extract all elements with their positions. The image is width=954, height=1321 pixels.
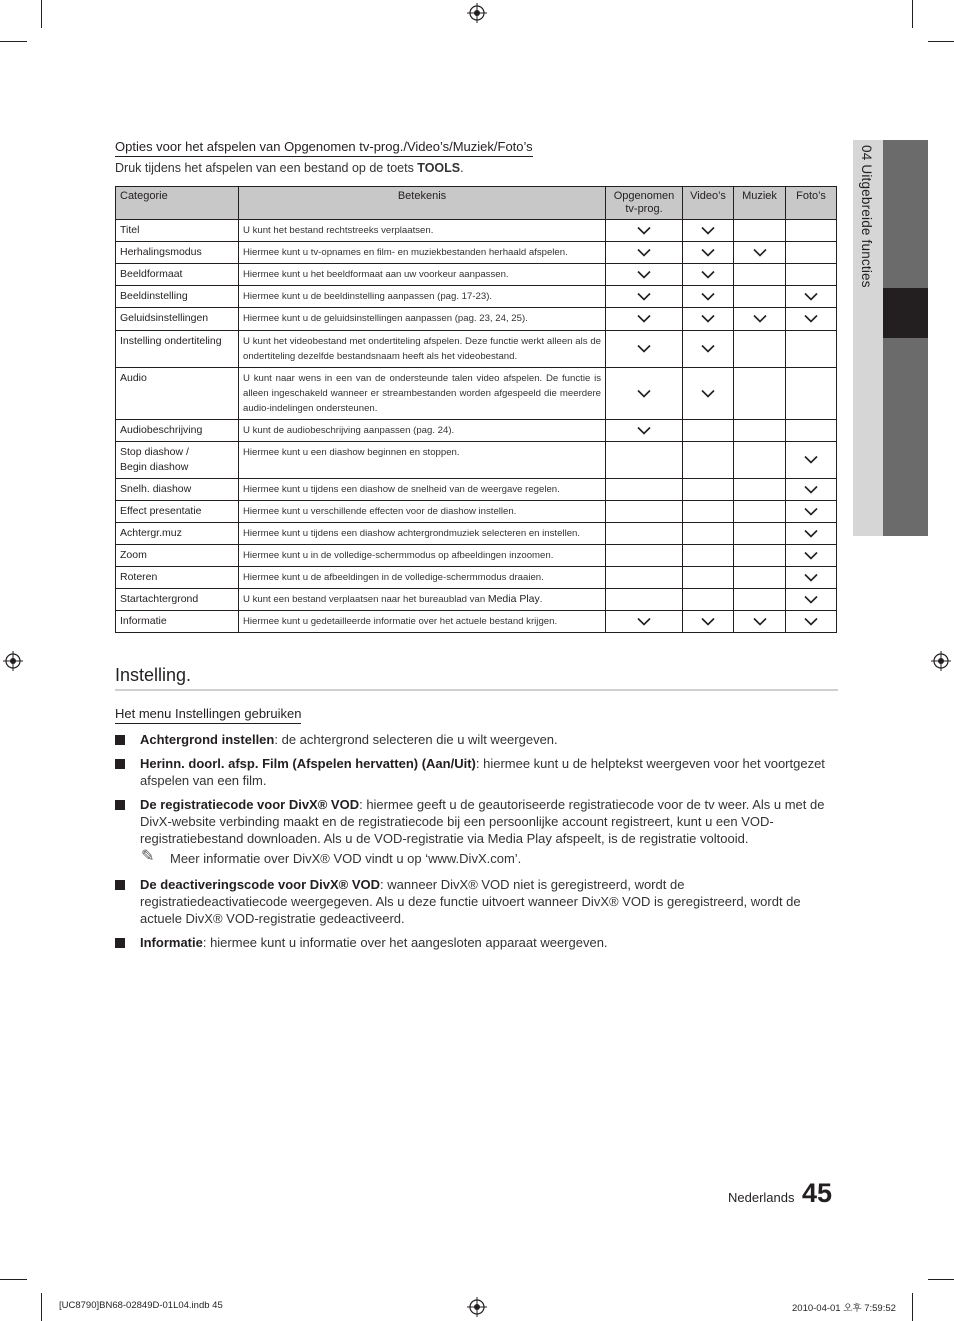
support-cell (683, 501, 734, 523)
support-cell (786, 479, 837, 501)
support-cell (683, 368, 734, 420)
check-icon (804, 529, 818, 538)
list-item: Herinn. doorl. afsp. Film (Afspelen hervatten) (Aan/Uit): hiermee kunt u de helptekst weergeven voor het voortgezet afspelen van een film. (115, 755, 835, 789)
check-icon (701, 270, 715, 279)
heading-divider (115, 689, 838, 691)
check-icon (701, 389, 715, 398)
pencil-note-icon: ✎ (141, 848, 155, 865)
support-cell (786, 501, 837, 523)
support-cell (683, 611, 734, 633)
table-row (116, 264, 837, 286)
support-cell (683, 242, 734, 264)
support-cell (606, 523, 683, 545)
table-row (116, 220, 837, 242)
settings-list (115, 731, 835, 958)
table-row (116, 479, 837, 501)
bullet-square-icon (115, 735, 125, 745)
support-cell (786, 442, 837, 479)
table-row (116, 368, 837, 420)
support-cell (606, 545, 683, 567)
support-cell (683, 567, 734, 589)
registration-mark-icon (931, 651, 951, 671)
support-cell (786, 286, 837, 308)
header-photos: Foto’s (786, 187, 837, 220)
category-cell: Snelh. diashow (116, 479, 239, 501)
support-cell (786, 523, 837, 545)
table-header-row (116, 187, 837, 220)
support-cell (734, 331, 786, 368)
support-cell (606, 264, 683, 286)
description-cell: Hiermee kunt u verschillende effecten voor de diashow instellen. (239, 501, 606, 523)
table-row (116, 442, 837, 479)
check-icon (637, 226, 651, 235)
support-cell (683, 286, 734, 308)
registration-mark-icon (467, 3, 487, 23)
check-icon (804, 573, 818, 582)
support-cell (786, 220, 837, 242)
category-cell: Startachtergrond (116, 589, 239, 611)
support-cell (734, 286, 786, 308)
category-cell: Achtergr.muz (116, 523, 239, 545)
description-cell: U kunt een bestand verplaatsen naar het bureaublad van Media Play. (239, 589, 606, 611)
description-cell: Hiermee kunt u de geluidsinstellingen aanpassen (pag. 23, 24, 25). (239, 308, 606, 331)
support-cell (683, 589, 734, 611)
support-cell (734, 523, 786, 545)
table-row (116, 523, 837, 545)
table-row (116, 611, 837, 633)
support-cell (734, 611, 786, 633)
crop-mark (912, 1293, 913, 1321)
category-cell: Titel (116, 220, 239, 242)
description-cell: U kunt het videobestand met ondertiteling afspelen. Deze functie werkt alleen als de ondertiteling dezelfde bestandsnaam heeft als het videobestand. (239, 331, 606, 368)
category-cell: Audiobeschrijving (116, 420, 239, 442)
crop-mark (0, 1279, 27, 1280)
note: ✎ Meer informatie over DivX® VOD vindt u op ‘www.DivX.com’. (141, 848, 522, 866)
table-row (116, 308, 837, 331)
support-cell (683, 442, 734, 479)
support-cell (734, 479, 786, 501)
check-icon (701, 314, 715, 323)
category-cell: Instelling ondertiteling (116, 331, 239, 368)
support-cell (786, 611, 837, 633)
check-icon (637, 314, 651, 323)
table-row (116, 286, 837, 308)
chapter-tab-dark (883, 140, 928, 288)
description-cell: Hiermee kunt u de beeldinstelling aanpassen (pag. 17-23). (239, 286, 606, 308)
bullet-square-icon (115, 759, 125, 769)
table-row (116, 567, 837, 589)
category-cell: Geluidsinstellingen (116, 308, 239, 331)
category-cell: Stop diashow / Begin diashow (116, 442, 239, 479)
support-cell (734, 442, 786, 479)
description-cell: Hiermee kunt u gedetailleerde informatie over het actuele bestand krijgen. (239, 611, 606, 633)
options-table (115, 186, 837, 633)
check-icon (804, 551, 818, 560)
description-cell: U kunt naar wens in een van de ondersteunde talen video afspelen. De functie is alleen ingeschakeld wanneer er streambestanden worden afgespeeld die meerdere audio-indelingen ondersteunen. (239, 368, 606, 420)
crop-mark (41, 0, 42, 28)
print-file-info: [UC8790]BN68-02849D-01L04.indb 45 (59, 1300, 223, 1311)
support-cell (606, 479, 683, 501)
crop-mark (912, 0, 913, 28)
support-cell (606, 567, 683, 589)
description-cell: Hiermee kunt u het beeldformaat aan uw voorkeur aanpassen. (239, 264, 606, 286)
bullet-square-icon (115, 938, 125, 948)
support-cell (734, 368, 786, 420)
settings-heading: Instelling. (115, 665, 192, 685)
header-videos: Video’s (683, 187, 734, 220)
support-cell (606, 420, 683, 442)
support-cell (683, 331, 734, 368)
support-cell (606, 589, 683, 611)
support-cell (683, 479, 734, 501)
table-row (116, 545, 837, 567)
check-icon (637, 292, 651, 301)
table-row (116, 589, 837, 611)
support-cell (606, 220, 683, 242)
crop-mark (0, 41, 27, 42)
description-cell: U kunt het bestand rechtstreeks verplaatsen. (239, 220, 606, 242)
section-title: Opties voor het afspelen van Opgenomen tv-prog./Video’s/Muziek/Foto’s (115, 139, 533, 157)
category-cell: Zoom (116, 545, 239, 567)
description-cell: Hiermee kunt u de afbeeldingen in de volledige-schermmodus draaien. (239, 567, 606, 589)
support-cell (683, 545, 734, 567)
support-cell (606, 286, 683, 308)
support-cell (786, 589, 837, 611)
support-cell (734, 567, 786, 589)
check-icon (701, 226, 715, 235)
bullet-square-icon (115, 880, 125, 890)
list-item: De registratiecode voor DivX® VOD: hiermee geeft u de geautoriseerde registratiecode voor de tv weer. Als u met de DivX-website verbinding maakt en de registratiecode bij een persoonlijke account registreert, kunt u een VOD-registratiebestand downloaden. Als u de VOD-registratie via Media Play afspeelt, is de registratie voltooid. (115, 796, 835, 847)
check-icon (804, 455, 818, 464)
print-timestamp: 2010-04-01 오후 7:59:52 (792, 1303, 896, 1314)
support-cell (786, 308, 837, 331)
support-cell (734, 545, 786, 567)
check-icon (804, 595, 818, 604)
support-cell (734, 308, 786, 331)
description-cell: U kunt de audiobeschrijving aanpassen (pag. 24). (239, 420, 606, 442)
support-cell (683, 420, 734, 442)
check-icon (804, 507, 818, 516)
chapter-tab-marker (883, 288, 928, 338)
page-number: 45 (802, 1178, 833, 1208)
category-cell: Roteren (116, 567, 239, 589)
check-icon (804, 485, 818, 494)
support-cell (734, 242, 786, 264)
check-icon (701, 292, 715, 301)
list-item: Informatie: hiermee kunt u informatie over het aangesloten apparaat weergeven. (115, 934, 835, 951)
support-cell (786, 242, 837, 264)
support-cell (683, 523, 734, 545)
settings-subheading: Het menu Instellingen gebruiken (115, 706, 301, 724)
language-label: Nederlands (728, 1190, 795, 1205)
support-cell (606, 501, 683, 523)
header-music: Muziek (734, 187, 786, 220)
support-cell (606, 368, 683, 420)
support-cell (606, 442, 683, 479)
support-cell (786, 368, 837, 420)
bullet-square-icon (115, 800, 125, 810)
support-cell (734, 264, 786, 286)
intro-text: Druk tijdens het afspelen van een bestand op de toets TOOLS. (115, 161, 464, 175)
support-cell (786, 545, 837, 567)
description-cell: Hiermee kunt u in de volledige-schermmodus op afbeeldingen inzoomen. (239, 545, 606, 567)
support-cell (734, 420, 786, 442)
check-icon (637, 617, 651, 626)
check-icon (701, 248, 715, 257)
list-item: Achtergrond instellen: de achtergrond selecteren die u wilt weergeven. (115, 731, 835, 748)
category-cell: Informatie (116, 611, 239, 633)
check-icon (701, 344, 715, 353)
table-row (116, 331, 837, 368)
support-cell (683, 220, 734, 242)
support-cell (606, 331, 683, 368)
check-icon (753, 314, 767, 323)
header-recorded-tv: Opgenomen tv-prog. (606, 187, 683, 220)
support-cell (786, 420, 837, 442)
tools-key: TOOLS (417, 161, 461, 175)
support-cell (734, 220, 786, 242)
description-cell: Hiermee kunt u een diashow beginnen en stoppen. (239, 442, 606, 479)
chapter-tab-label: 04 Uitgebreide functies (859, 145, 874, 288)
support-cell (606, 308, 683, 331)
header-meaning: Betekenis (239, 187, 606, 220)
check-icon (701, 617, 715, 626)
header-category: Categorie (116, 187, 239, 220)
registration-mark-icon (3, 651, 23, 671)
category-cell: Audio (116, 368, 239, 420)
table-row (116, 242, 837, 264)
support-cell (786, 567, 837, 589)
description-cell: Hiermee kunt u tv-opnames en film- en muziekbestanden herhaald afspelen. (239, 242, 606, 264)
check-icon (753, 617, 767, 626)
check-icon (804, 617, 818, 626)
support-cell (606, 611, 683, 633)
description-cell: Hiermee kunt u tijdens een diashow de snelheid van de weergave regelen. (239, 479, 606, 501)
support-cell (606, 242, 683, 264)
crop-mark (928, 1279, 954, 1280)
support-cell (734, 589, 786, 611)
category-cell: Effect presentatie (116, 501, 239, 523)
chapter-tab-dark (883, 338, 928, 536)
category-cell: Beeldinstelling (116, 286, 239, 308)
support-cell (683, 308, 734, 331)
check-icon (804, 292, 818, 301)
check-icon (637, 270, 651, 279)
crop-mark (928, 41, 954, 42)
support-cell (734, 501, 786, 523)
registration-mark-icon (467, 1297, 487, 1317)
check-icon (753, 248, 767, 257)
check-icon (804, 314, 818, 323)
support-cell (786, 331, 837, 368)
check-icon (637, 389, 651, 398)
crop-mark (41, 1293, 42, 1321)
table-row (116, 420, 837, 442)
category-cell: Herhalingsmodus (116, 242, 239, 264)
support-cell (786, 264, 837, 286)
description-cell: Hiermee kunt u tijdens een diashow achtergrondmuziek selecteren en instellen. (239, 523, 606, 545)
list-item: De deactiveringscode voor DivX® VOD: wanneer DivX® VOD niet is geregistreerd, wordt de registratiedeactivatiecode weergegeven. Als u deze functie uitvoert wanneer DivX® VOD is geregistreerd, wordt de actuele DivX® VOD-registratie gedeactiveerd. (115, 876, 835, 927)
check-icon (637, 248, 651, 257)
check-icon (637, 426, 651, 435)
support-cell (683, 264, 734, 286)
category-cell: Beeldformaat (116, 264, 239, 286)
table-row (116, 501, 837, 523)
check-icon (637, 344, 651, 353)
